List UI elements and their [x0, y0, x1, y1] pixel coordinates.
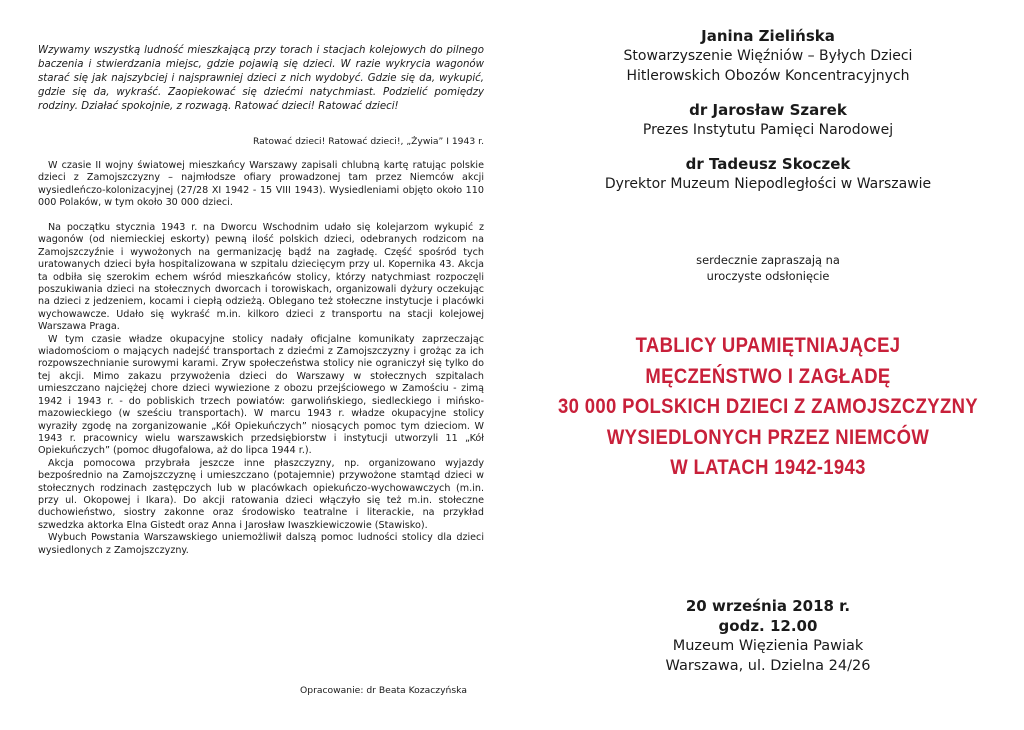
paragraph: W tym czasie władze okupacyjne stolicy nadały oficjalne komunikaty zaprzeczając wiadomościom o mających nadejść transportach z dziećmi z Zamojszczyzny i grożąc za ich rozpowszechnianie surowymi karami. Zryw społeczeństwa stolicy nie ograniczył się tylko do tej akcji. Mimo zakazu przywożenia dzieci do Warszawy w stołecznych szpitalach umieszczano najciężej chore dzieci wywiezione z obozu przejściowego w Zamościu - zimą 1942 i 1943 r. - do pobliskich trzech powiatów: garwolińskiego, siedleckiego i mińsko-mazowieckiego (w sześciu transportach). W marcu 1943 r. władze okupacyjne stolicy wyraziły zgodę na zorganizowanie „Kół Opiekuńczych” niosących pomoc tym dzieciom. W 1943 r. pracownicy wielu warszawskich przedsiębiorstw i instytucji utworzyli 11 „Kół Opiekuńczych” (pomoc długofalowa, aż do lipca 1944 r.).	[38, 333, 484, 457]
event-time: godz. 12.00	[718, 617, 818, 635]
paragraph: Akcja pomocowa przybrała jeszcze inne płaszczyzny, np. organizowano wyjazdy bezpośrednio na Zamojszczyznę i umieszczano (potajemnie) przywożone stamtąd dzieci w stołecznych rodzinach zastępczych lub w placówkach opiekuńczo-wychowawczych (m.in. przy ul. Okopowej i Ikara). Do akcji ratowania dzieci włączyło się też m.in. stołeczne duchowieństwo, siostry zakonne oraz środowisko teatralne i literackie, na przykład szwedzka aktorka Elna Gistedt oraz Anna i Jarosław Iwaszkiewiczowie (Stawisko).	[38, 457, 484, 531]
headline-line: TABLICY UPAMIĘTNIAJĄCEJ	[635, 333, 901, 357]
event-address: Warszawa, ul. Dzielna 24/26	[665, 658, 871, 674]
invitation-text	[512, 252, 1024, 284]
quote-source: Ratować dzieci! Ratować dzieci!, „Żywia” I 1943 r.	[252, 136, 484, 147]
invite-line: uroczyste odsłonięcie	[706, 269, 830, 283]
headline-line: 30 000 POLSKICH DZIECI Z ZAMOJSZCZYZNY	[558, 394, 978, 418]
host-block	[512, 26, 1024, 86]
paragraph: Wybuch Powstania Warszawskiego uniemożliwił dalszą pomoc ludności stolicy dla dzieci wysiedlonych z Zamojszczyzny.	[38, 532, 484, 556]
paragraph: Na początku stycznia 1943 r. na Dworcu Wschodnim udało się kolejarzom wykupić z wagonów (od niemieckiej eskorty) pewną ilość polskich dzieci, odebranych rodzicom na Zamojszczyźnie i wywożonych na germanizację bądź na zagładę. Część spośród tych uratowanych dzieci była hospitalizowana w szpitalu dziecięcym przy ul. Kopernika 43. Akcja ta odbiła się szerokim echem wśród mieszkańców stolicy, którzy natychmiast rozpoczęli poszukiwania dzieci na stołecznych dworcach i torowiskach, organizowali dyżury oczekując na dzieci z jedzeniem, kocami i ciepłą odzieżą. Oblegano też stołeczne instytucje i placówki wychowawcze. Udało się wykraść m.in. kilkoro dzieci z transportu na stacji kolejowej Warszawa Praga.	[38, 222, 484, 333]
host-name: dr Tadeusz Skoczek	[685, 155, 851, 173]
headline	[548, 330, 988, 483]
paragraph: W czasie II wojny światowej mieszkańcy Warszawy zapisali chlubną kartę ratując polskie dzieci z Zamojszczyzny – najmłodsze ofiary prowadzonej tam przez Niemców akcji wysiedleńczo-kolonizacyjnej (27/28 XI 1942 - 15 VIII 1943). Wysiedleniami objęto około 110 000 Polaków, w tym około 30 000 dzieci.	[38, 160, 484, 209]
right-page	[512, 0, 1024, 730]
headline-line: MĘCZEŃSTWO I ZAGŁADĘ	[645, 363, 891, 388]
host-name: dr Jarosław Szarek	[689, 101, 847, 119]
host-title: Hitlerowskich Obozów Koncentracyjnych	[626, 68, 910, 84]
opening-quote: Wzywamy wszystką ludność mieszkającą przy torach i stacjach kolejowych do pilnego baczenia i stwierdzania miejsc, gdzie pojawią się dzieci. W razie wykrycia wagonów starać się jak najszybciej i najsprawniej dzieci z nich wydobyć. Gdzie się da, wykupić, gdzie się da, wykraść. Zaopiekować się dziećmi natychmiast. Podzielić pomiędzy rodziny. Działać spokojnie, z rozwagą. Ratować dzieci! Ratować dzieci!	[38, 45, 484, 112]
host-block	[512, 100, 1024, 140]
history-text	[38, 160, 484, 557]
host-block	[512, 154, 1024, 194]
host-name: Janina Zielińska	[701, 27, 835, 45]
hosts	[512, 26, 1024, 208]
headline-line: WYSIEDLONYCH PRZEZ NIEMCÓW	[606, 424, 930, 449]
host-title: Dyrektor Muzeum Niepodległości w Warszawie	[604, 176, 932, 192]
invite-line: serdecznie zapraszają na	[696, 253, 840, 267]
host-title: Prezes Instytutu Pamięci Narodowej	[642, 122, 894, 138]
event-venue: Muzeum Więzienia Pawiak	[672, 638, 864, 654]
headline-line: W LATACH 1942-1943	[670, 455, 866, 479]
author-credit: Opracowanie: dr Beata Kozaczyńska	[300, 685, 467, 696]
host-title: Stowarzyszenie Więźniów – Byłych Dzieci	[623, 48, 913, 64]
event-details	[512, 596, 1024, 676]
event-date: 20 września 2018 r.	[685, 597, 851, 615]
